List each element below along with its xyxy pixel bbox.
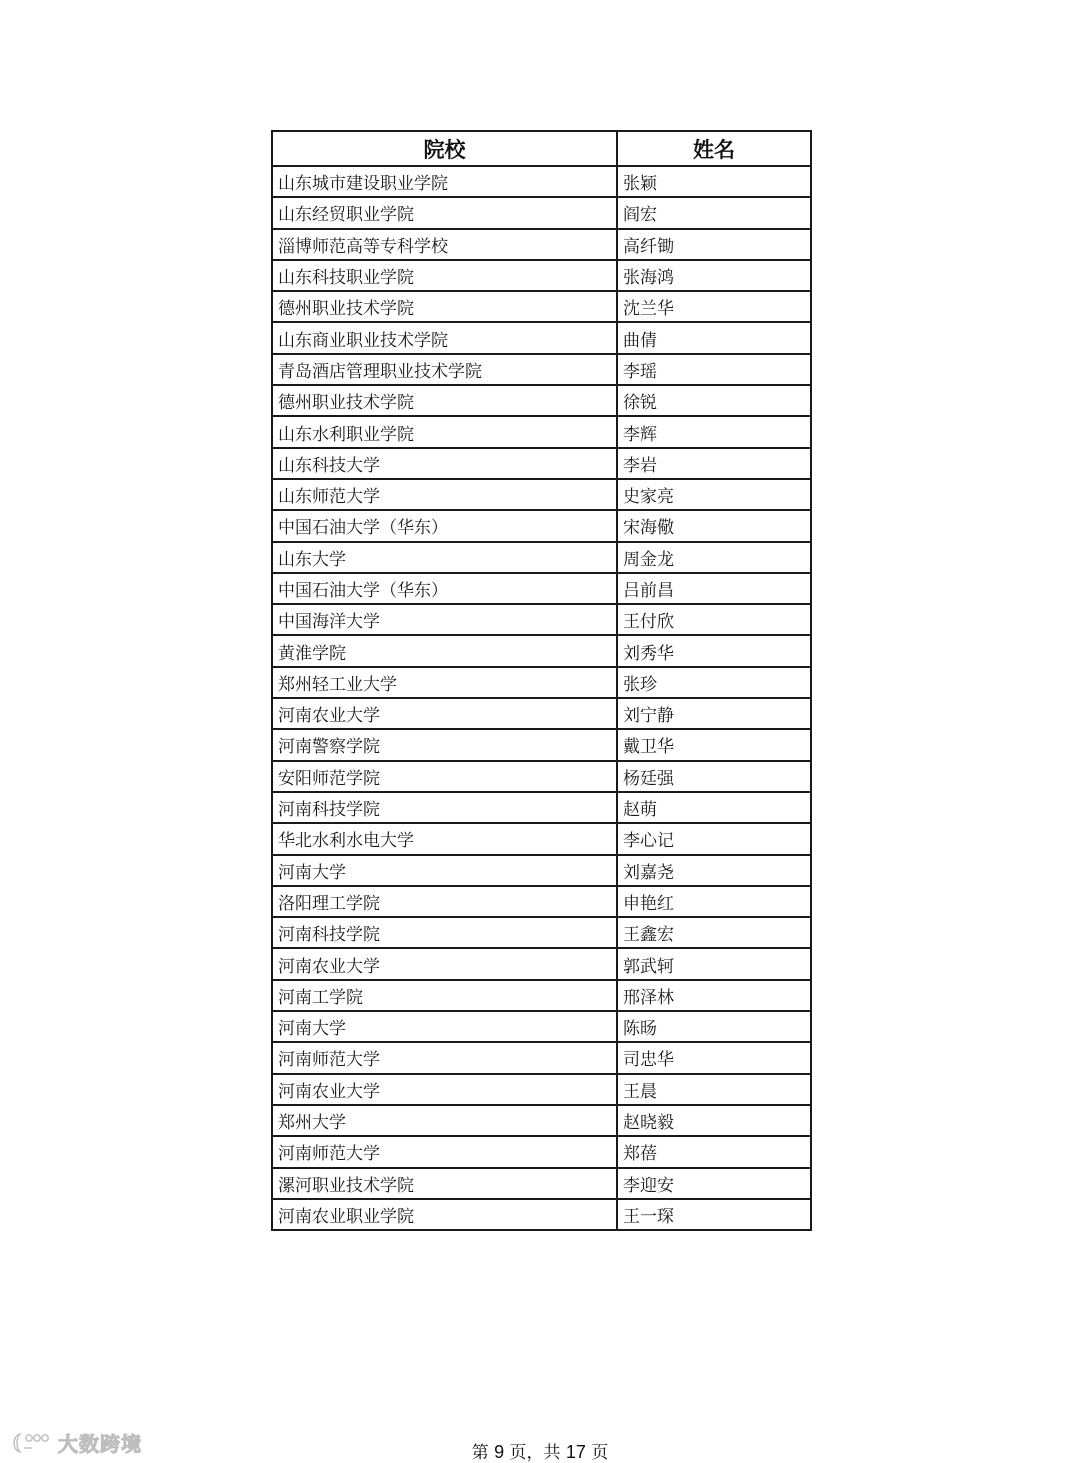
school-cell: 河南警察学院 bbox=[272, 729, 617, 760]
table-row bbox=[272, 1168, 811, 1199]
school-cell: 河南科技学院 bbox=[272, 792, 617, 823]
person-name-cell: 刘宁静 bbox=[617, 698, 811, 729]
footer-prefix: 第 bbox=[471, 1443, 489, 1463]
table-row bbox=[272, 1074, 811, 1105]
person-name-cell: 赵晓毅 bbox=[617, 1105, 811, 1136]
school-cell: 山东大学 bbox=[272, 542, 617, 573]
school-cell: 洛阳理工学院 bbox=[272, 886, 617, 917]
roster-table bbox=[271, 130, 812, 1231]
person-name-cell: 吕前昌 bbox=[617, 573, 811, 604]
table-header-row bbox=[272, 131, 811, 166]
person-name-cell: 郭武轲 bbox=[617, 948, 811, 979]
person-name-cell: 李辉 bbox=[617, 416, 811, 447]
school-cell: 德州职业技术学院 bbox=[272, 291, 617, 322]
page-footer bbox=[0, 1438, 1080, 1463]
school-cell: 河南工学院 bbox=[272, 980, 617, 1011]
table-row bbox=[272, 573, 811, 604]
person-name-cell: 王付欣 bbox=[617, 604, 811, 635]
person-name-cell: 陈旸 bbox=[617, 1011, 811, 1042]
table-row bbox=[272, 448, 811, 479]
person-name-cell: 李岩 bbox=[617, 448, 811, 479]
table-row bbox=[272, 197, 811, 228]
school-cell: 山东科技职业学院 bbox=[272, 260, 617, 291]
person-name-cell: 曲倩 bbox=[617, 322, 811, 353]
person-name-cell: 高纤锄 bbox=[617, 229, 811, 260]
table-row bbox=[272, 667, 811, 698]
school-cell: 河南科技学院 bbox=[272, 917, 617, 948]
table-row bbox=[272, 855, 811, 886]
school-cell: 中国石油大学（华东） bbox=[272, 573, 617, 604]
table-row bbox=[272, 886, 811, 917]
person-name-cell: 徐锐 bbox=[617, 385, 811, 416]
person-name-cell: 李心记 bbox=[617, 823, 811, 854]
person-name-cell: 赵萌 bbox=[617, 792, 811, 823]
school-cell: 山东经贸职业学院 bbox=[272, 197, 617, 228]
school-cell: 山东商业职业技术学院 bbox=[272, 322, 617, 353]
footer-suffix: 页 bbox=[591, 1443, 609, 1463]
school-cell: 中国海洋大学 bbox=[272, 604, 617, 635]
person-name-cell: 戴卫华 bbox=[617, 729, 811, 760]
table-row bbox=[272, 354, 811, 385]
table-row bbox=[272, 385, 811, 416]
school-cell: 淄博师范高等专科学校 bbox=[272, 229, 617, 260]
school-cell: 郑州大学 bbox=[272, 1105, 617, 1136]
school-cell: 德州职业技术学院 bbox=[272, 385, 617, 416]
school-cell: 河南师范大学 bbox=[272, 1136, 617, 1167]
school-cell: 山东科技大学 bbox=[272, 448, 617, 479]
school-cell: 山东城市建设职业学院 bbox=[272, 166, 617, 197]
table-row bbox=[272, 322, 811, 353]
person-name-cell: 张颖 bbox=[617, 166, 811, 197]
person-name-cell: 郑蓓 bbox=[617, 1136, 811, 1167]
table-body bbox=[272, 166, 811, 1230]
table-row bbox=[272, 510, 811, 541]
table-row bbox=[272, 698, 811, 729]
table-row bbox=[272, 1105, 811, 1136]
school-cell: 河南师范大学 bbox=[272, 1042, 617, 1073]
table-row bbox=[272, 416, 811, 447]
school-cell: 青岛酒店管理职业技术学院 bbox=[272, 354, 617, 385]
person-name-cell: 司忠华 bbox=[617, 1042, 811, 1073]
brand-logo-icon bbox=[10, 1430, 52, 1456]
school-cell: 山东师范大学 bbox=[272, 479, 617, 510]
school-cell: 华北水利水电大学 bbox=[272, 823, 617, 854]
table-row bbox=[272, 823, 811, 854]
watermark bbox=[10, 1428, 142, 1457]
person-name-cell: 史家亮 bbox=[617, 479, 811, 510]
person-name-cell: 周金龙 bbox=[617, 542, 811, 573]
person-name-cell: 王鑫宏 bbox=[617, 917, 811, 948]
person-name-cell: 张海鸿 bbox=[617, 260, 811, 291]
table-row bbox=[272, 917, 811, 948]
table-row bbox=[272, 291, 811, 322]
table-row bbox=[272, 761, 811, 792]
table-row bbox=[272, 792, 811, 823]
footer-page-number: 9 bbox=[494, 1442, 505, 1462]
footer-total-pages: 17 bbox=[565, 1442, 586, 1462]
school-cell: 漯河职业技术学院 bbox=[272, 1168, 617, 1199]
person-name-cell: 沈兰华 bbox=[617, 291, 811, 322]
school-cell: 河南农业职业学院 bbox=[272, 1199, 617, 1230]
table-row bbox=[272, 479, 811, 510]
person-name-cell: 李瑶 bbox=[617, 354, 811, 385]
school-cell: 河南大学 bbox=[272, 855, 617, 886]
table-row bbox=[272, 166, 811, 197]
table-row bbox=[272, 980, 811, 1011]
table-row bbox=[272, 229, 811, 260]
table-row bbox=[272, 604, 811, 635]
person-name-cell: 王晨 bbox=[617, 1074, 811, 1105]
person-name-cell: 邢泽林 bbox=[617, 980, 811, 1011]
table-row bbox=[272, 1136, 811, 1167]
table-row bbox=[272, 260, 811, 291]
person-name-cell: 阎宏 bbox=[617, 197, 811, 228]
header-school: 院校 bbox=[272, 131, 617, 166]
table-row bbox=[272, 635, 811, 666]
person-name-cell: 申艳红 bbox=[617, 886, 811, 917]
school-cell: 安阳师范学院 bbox=[272, 761, 617, 792]
person-name-cell: 宋海儆 bbox=[617, 510, 811, 541]
table-row bbox=[272, 1011, 811, 1042]
person-name-cell: 刘嘉尧 bbox=[617, 855, 811, 886]
school-cell: 郑州轻工业大学 bbox=[272, 667, 617, 698]
person-name-cell: 王一琛 bbox=[617, 1199, 811, 1230]
school-cell: 中国石油大学（华东） bbox=[272, 510, 617, 541]
person-name-cell: 刘秀华 bbox=[617, 635, 811, 666]
person-name-cell: 杨廷强 bbox=[617, 761, 811, 792]
school-cell: 河南农业大学 bbox=[272, 948, 617, 979]
header-name: 姓名 bbox=[617, 131, 811, 166]
school-cell: 黄淮学院 bbox=[272, 635, 617, 666]
table-row bbox=[272, 948, 811, 979]
person-name-cell: 张珍 bbox=[617, 667, 811, 698]
table-row bbox=[272, 1042, 811, 1073]
person-name-cell: 李迎安 bbox=[617, 1168, 811, 1199]
school-cell: 河南农业大学 bbox=[272, 1074, 617, 1105]
school-cell: 河南农业大学 bbox=[272, 698, 617, 729]
watermark-text: 大数跨境 bbox=[58, 1432, 142, 1456]
school-cell: 河南大学 bbox=[272, 1011, 617, 1042]
footer-middle: 页，共 bbox=[509, 1443, 561, 1463]
school-cell: 山东水利职业学院 bbox=[272, 416, 617, 447]
table-row bbox=[272, 542, 811, 573]
table-row bbox=[272, 1199, 811, 1230]
table-row bbox=[272, 729, 811, 760]
